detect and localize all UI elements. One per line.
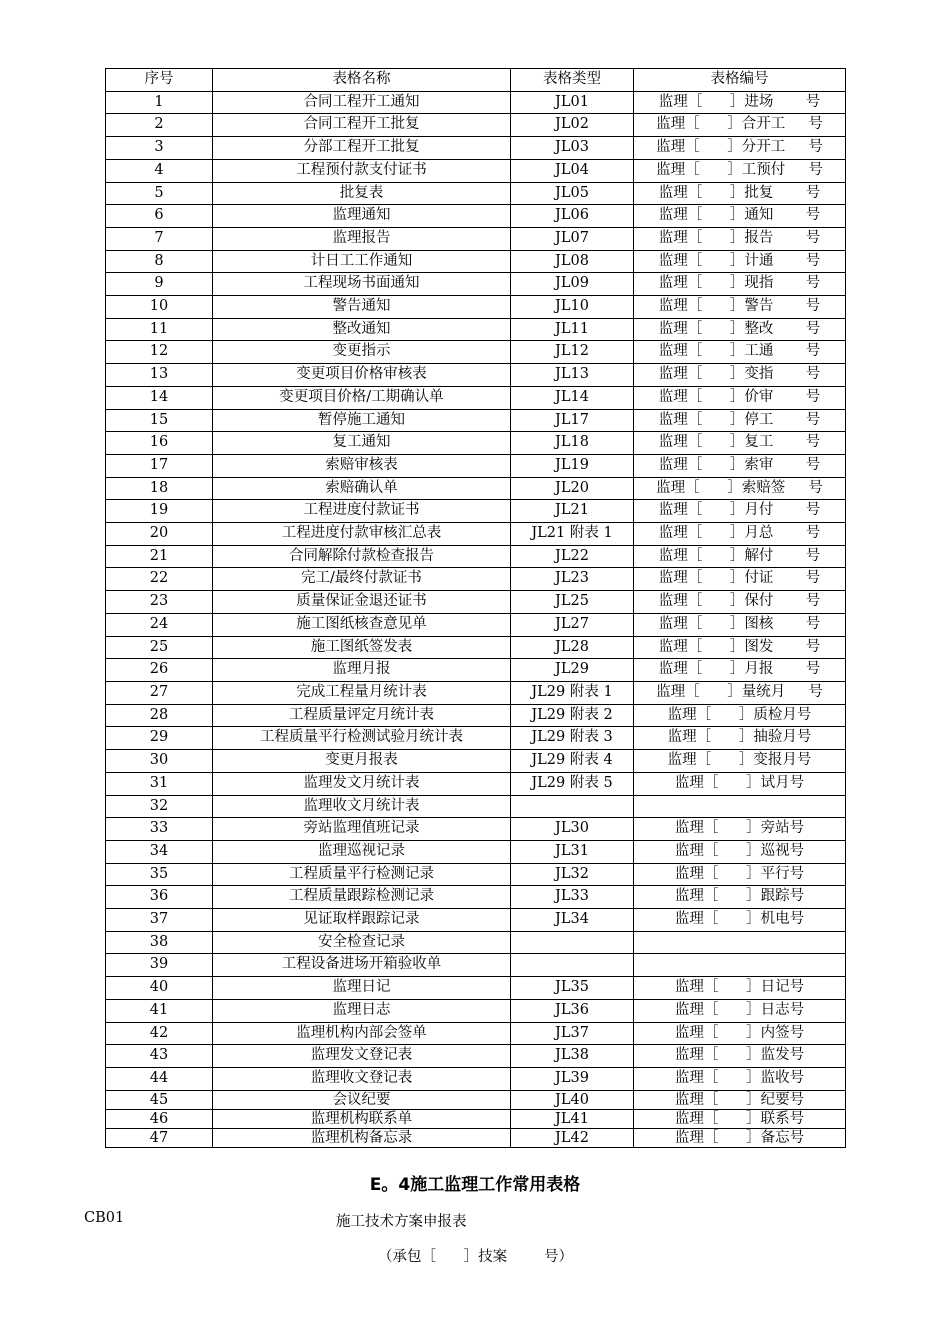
row-index-cell: 40 — [106, 977, 213, 1000]
form-type-cell: JL01 — [511, 91, 634, 114]
form-number-cell: 监理［ ］图发 号 — [634, 636, 846, 659]
form-type-cell: JL14 — [511, 386, 634, 409]
table-row — [106, 159, 846, 182]
table-row — [106, 613, 846, 636]
row-index-cell: 46 — [106, 1109, 213, 1128]
form-name-cell: 工程设备进场开箱验收单 — [213, 954, 511, 977]
table-row — [106, 296, 846, 319]
row-index-cell: 1 — [106, 91, 213, 114]
row-index-cell: 24 — [106, 613, 213, 636]
form-name-cell: 会议纪要 — [213, 1090, 511, 1109]
row-index-cell: 27 — [106, 681, 213, 704]
form-name: 施工技术方案申报表 — [336, 1214, 467, 1230]
form-number-cell — [634, 931, 846, 954]
table-row — [106, 477, 846, 500]
form-type-cell: JL35 — [511, 977, 634, 1000]
row-index-cell: 11 — [106, 318, 213, 341]
form-number-cell: 监理［ ］量统月 号 — [634, 681, 846, 704]
form-name-cell: 监理巡视记录 — [213, 840, 511, 863]
row-index-cell: 45 — [106, 1090, 213, 1109]
form-type-cell — [511, 954, 634, 977]
table-row — [106, 1067, 846, 1090]
table-row — [106, 568, 846, 591]
form-number-cell: 监理［ ］月总 号 — [634, 523, 846, 546]
form-name-cell: 工程进度付款审核汇总表 — [213, 523, 511, 546]
form-name-cell: 工程进度付款证书 — [213, 500, 511, 523]
form-number-cell: 监理［ ］纪要号 — [634, 1090, 846, 1109]
form-number-cell: 监理［ ］停工 号 — [634, 409, 846, 432]
form-name-cell: 复工通知 — [213, 432, 511, 455]
form-number-cell: 监理［ ］月付 号 — [634, 500, 846, 523]
section-title: E。4施工监理工作常用表格 — [369, 1175, 581, 1195]
form-type-cell — [511, 931, 634, 954]
form-number-cell: 监理［ ］保付 号 — [634, 591, 846, 614]
table-row — [106, 91, 846, 114]
row-index-cell: 41 — [106, 999, 213, 1022]
form-name-cell: 监理日志 — [213, 999, 511, 1022]
form-name-cell: 监理机构内部会签单 — [213, 1022, 511, 1045]
form-name-cell: 变更月报表 — [213, 750, 511, 773]
form-name-cell: 工程预付款支付证书 — [213, 159, 511, 182]
form-type-cell: JL39 — [511, 1067, 634, 1090]
row-index-cell: 2 — [106, 114, 213, 137]
form-name-cell: 监理通知 — [213, 205, 511, 228]
table-row — [106, 182, 846, 205]
form-number-cell: 监理［ ］日记号 — [634, 977, 846, 1000]
form-name-cell: 施工图纸核查意见单 — [213, 613, 511, 636]
table-row — [106, 386, 846, 409]
form-number-cell: 监理［ ］现指 号 — [634, 273, 846, 296]
form-code: CB01 — [84, 1210, 125, 1226]
row-index-cell: 8 — [106, 250, 213, 273]
row-index-cell: 44 — [106, 1067, 213, 1090]
row-index-cell: 18 — [106, 477, 213, 500]
form-type-cell: JL29 — [511, 659, 634, 682]
table-row — [106, 318, 846, 341]
table-row — [106, 500, 846, 523]
form-number-cell: 监理［ ］试月号 — [634, 772, 846, 795]
form-number-cell: 监理［ ］工通 号 — [634, 341, 846, 364]
table-row — [106, 1109, 846, 1128]
form-name-cell: 旁站监理值班记录 — [213, 818, 511, 841]
form-type-cell: JL17 — [511, 409, 634, 432]
form-name-cell: 工程现场书面通知 — [213, 273, 511, 296]
form-name-cell: 整改通知 — [213, 318, 511, 341]
row-index-cell: 32 — [106, 795, 213, 818]
form-type-cell: JL41 — [511, 1109, 634, 1128]
form-type-cell: JL13 — [511, 364, 634, 387]
form-type-cell: JL32 — [511, 863, 634, 886]
form-name-cell: 监理收文月统计表 — [213, 795, 511, 818]
form-number-cell: 监理［ ］报告 号 — [634, 227, 846, 250]
form-type-cell: JL20 — [511, 477, 634, 500]
form-type-cell: JL05 — [511, 182, 634, 205]
form-number-cell: 监理［ ］监收号 — [634, 1067, 846, 1090]
row-index-cell: 25 — [106, 636, 213, 659]
row-index-cell: 20 — [106, 523, 213, 546]
form-type-cell: JL40 — [511, 1090, 634, 1109]
table-row — [106, 659, 846, 682]
table-row — [106, 954, 846, 977]
table-row — [106, 432, 846, 455]
table-row — [106, 250, 846, 273]
form-name-cell: 变更项目价格审核表 — [213, 364, 511, 387]
form-number-cell: 监理［ ］合开工 号 — [634, 114, 846, 137]
row-index-cell: 39 — [106, 954, 213, 977]
table-row — [106, 840, 846, 863]
row-index-cell: 38 — [106, 931, 213, 954]
form-type-cell: JL25 — [511, 591, 634, 614]
form-type-cell: JL38 — [511, 1045, 634, 1068]
form-number-cell: 监理［ ］巡视号 — [634, 840, 846, 863]
row-index-cell: 13 — [106, 364, 213, 387]
form-type-cell: JL02 — [511, 114, 634, 137]
form-number-cell: 监理［ ］变指 号 — [634, 364, 846, 387]
form-type-cell: JL33 — [511, 886, 634, 909]
table-row — [106, 523, 846, 546]
row-index-cell: 5 — [106, 182, 213, 205]
forms-table — [105, 68, 846, 1148]
table-row — [106, 1045, 846, 1068]
form-type-cell: JL11 — [511, 318, 634, 341]
header-cell-number: 表格编号 — [634, 69, 846, 92]
form-type-cell: JL28 — [511, 636, 634, 659]
form-number-cell: 监理［ ］警告 号 — [634, 296, 846, 319]
table-row — [106, 977, 846, 1000]
row-index-cell: 47 — [106, 1128, 213, 1147]
form-name-cell: 合同解除付款检查报告 — [213, 545, 511, 568]
form-number-cell: 监理［ ］日志号 — [634, 999, 846, 1022]
form-type-cell: JL18 — [511, 432, 634, 455]
form-type-cell — [511, 795, 634, 818]
form-name-cell: 合同工程开工批复 — [213, 114, 511, 137]
form-type-cell: JL27 — [511, 613, 634, 636]
form-number-cell: 监理［ ］价审 号 — [634, 386, 846, 409]
row-index-cell: 16 — [106, 432, 213, 455]
form-name-cell: 监理报告 — [213, 227, 511, 250]
form-number-cell: 监理［ ］进场 号 — [634, 91, 846, 114]
form-type-cell: JL42 — [511, 1128, 634, 1147]
form-name-cell: 完工/最终付款证书 — [213, 568, 511, 591]
row-index-cell: 37 — [106, 909, 213, 932]
form-name-cell: 暂停施工通知 — [213, 409, 511, 432]
row-index-cell: 14 — [106, 386, 213, 409]
form-type-cell: JL23 — [511, 568, 634, 591]
row-index-cell: 7 — [106, 227, 213, 250]
form-number-cell: 监理［ ］备忘号 — [634, 1128, 846, 1147]
form-number-cell: 监理［ ］机电号 — [634, 909, 846, 932]
form-number-cell: 监理［ ］变报月号 — [634, 750, 846, 773]
form-number-cell: 监理［ ］质检月号 — [634, 704, 846, 727]
form-type-cell: JL19 — [511, 454, 634, 477]
form-number-cell: 监理［ ］月报 号 — [634, 659, 846, 682]
table-row — [106, 727, 846, 750]
form-type-cell: JL08 — [511, 250, 634, 273]
form-type-cell: JL29 附表 1 — [511, 681, 634, 704]
form-number-cell: 监理［ ］复工 号 — [634, 432, 846, 455]
table-row — [106, 1128, 846, 1147]
row-index-cell: 34 — [106, 840, 213, 863]
table-row — [106, 863, 846, 886]
form-type-cell: JL37 — [511, 1022, 634, 1045]
row-index-cell: 4 — [106, 159, 213, 182]
form-name-cell: 变更指示 — [213, 341, 511, 364]
table-row — [106, 1022, 846, 1045]
form-number-cell: 监理［ ］跟踪号 — [634, 886, 846, 909]
row-index-cell: 9 — [106, 273, 213, 296]
form-type-cell: JL12 — [511, 341, 634, 364]
row-index-cell: 17 — [106, 454, 213, 477]
form-number-cell: 监理［ ］通知 号 — [634, 205, 846, 228]
form-type-cell: JL06 — [511, 205, 634, 228]
form-number-cell: 监理［ ］工预付 号 — [634, 159, 846, 182]
form-number-cell: 监理［ ］内签号 — [634, 1022, 846, 1045]
form-type-cell: JL04 — [511, 159, 634, 182]
row-index-cell: 26 — [106, 659, 213, 682]
table-row — [106, 909, 846, 932]
form-name-cell: 施工图纸签发表 — [213, 636, 511, 659]
form-name-cell: 工程质量评定月统计表 — [213, 704, 511, 727]
row-index-cell: 21 — [106, 545, 213, 568]
row-index-cell: 3 — [106, 137, 213, 160]
form-type-cell: JL22 — [511, 545, 634, 568]
table-row — [106, 750, 846, 773]
form-number-cell: 监理［ ］索赔签 号 — [634, 477, 846, 500]
row-index-cell: 19 — [106, 500, 213, 523]
row-index-cell: 23 — [106, 591, 213, 614]
row-index-cell: 35 — [106, 863, 213, 886]
form-name-cell: 监理月报 — [213, 659, 511, 682]
form-name-cell: 批复表 — [213, 182, 511, 205]
table-row — [106, 341, 846, 364]
form-number-cell: 监理［ ］解付 号 — [634, 545, 846, 568]
table-row — [106, 795, 846, 818]
header-row — [106, 69, 846, 92]
form-number-cell: 监理［ ］分开工 号 — [634, 137, 846, 160]
table-row — [106, 114, 846, 137]
table-row — [106, 364, 846, 387]
form-type-cell: JL31 — [511, 840, 634, 863]
table-row — [106, 886, 846, 909]
form-name-cell: 工程质量跟踪检测记录 — [213, 886, 511, 909]
form-name-cell: 计日工工作通知 — [213, 250, 511, 273]
table-row — [106, 545, 846, 568]
form-type-cell: JL10 — [511, 296, 634, 319]
form-name-cell: 警告通知 — [213, 296, 511, 319]
form-name-cell: 工程质量平行检测试验月统计表 — [213, 727, 511, 750]
form-type-cell: JL09 — [511, 273, 634, 296]
form-number-cell: 监理［ ］监发号 — [634, 1045, 846, 1068]
table-row — [106, 999, 846, 1022]
form-name-cell: 合同工程开工通知 — [213, 91, 511, 114]
row-index-cell: 28 — [106, 704, 213, 727]
form-name-cell: 安全检查记录 — [213, 931, 511, 954]
form-name-cell: 索赔审核表 — [213, 454, 511, 477]
form-type-cell: JL29 附表 2 — [511, 704, 634, 727]
form-type-cell: JL34 — [511, 909, 634, 932]
table-row — [106, 227, 846, 250]
form-type-cell: JL36 — [511, 999, 634, 1022]
form-name-cell: 监理机构联系单 — [213, 1109, 511, 1128]
form-type-cell: JL21 附表 1 — [511, 523, 634, 546]
form-number-cell: 监理［ ］付证 号 — [634, 568, 846, 591]
form-number-cell: 监理［ ］计通 号 — [634, 250, 846, 273]
table-row — [106, 205, 846, 228]
form-number-cell — [634, 795, 846, 818]
row-index-cell: 10 — [106, 296, 213, 319]
form-type-cell: JL03 — [511, 137, 634, 160]
form-name-cell: 监理发文登记表 — [213, 1045, 511, 1068]
form-type-cell: JL29 附表 3 — [511, 727, 634, 750]
table-row — [106, 636, 846, 659]
table-row — [106, 591, 846, 614]
table-row — [106, 772, 846, 795]
row-index-cell: 29 — [106, 727, 213, 750]
form-number-cell: 监理［ ］抽验月号 — [634, 727, 846, 750]
row-index-cell: 12 — [106, 341, 213, 364]
form-type-cell: JL30 — [511, 818, 634, 841]
row-index-cell: 15 — [106, 409, 213, 432]
row-index-cell: 33 — [106, 818, 213, 841]
form-number-cell — [634, 954, 846, 977]
row-index-cell: 31 — [106, 772, 213, 795]
form-name-cell: 监理机构备忘录 — [213, 1128, 511, 1147]
table-row — [106, 931, 846, 954]
form-type-cell: JL07 — [511, 227, 634, 250]
form-name-cell: 监理发文月统计表 — [213, 772, 511, 795]
form-name-cell: 分部工程开工批复 — [213, 137, 511, 160]
header-cell-index: 序号 — [106, 69, 213, 92]
form-type-cell: JL29 附表 5 — [511, 772, 634, 795]
row-index-cell: 43 — [106, 1045, 213, 1068]
form-type-cell: JL21 — [511, 500, 634, 523]
table-row — [106, 704, 846, 727]
row-index-cell: 30 — [106, 750, 213, 773]
form-name-cell: 索赔确认单 — [213, 477, 511, 500]
table-row — [106, 818, 846, 841]
form-name-cell: 完成工程量月统计表 — [213, 681, 511, 704]
table-row — [106, 1090, 846, 1109]
table-row — [106, 454, 846, 477]
form-name-cell: 监理日记 — [213, 977, 511, 1000]
header-cell-name: 表格名称 — [213, 69, 511, 92]
table-body — [106, 91, 846, 1147]
table-row — [106, 137, 846, 160]
row-index-cell: 6 — [106, 205, 213, 228]
form-number-cell: 监理［ ］批复 号 — [634, 182, 846, 205]
form-name-cell: 变更项目价格/工期确认单 — [213, 386, 511, 409]
form-type-cell: JL29 附表 4 — [511, 750, 634, 773]
form-number-cell: 监理［ ］平行号 — [634, 863, 846, 886]
form-name-cell: 质量保证金退还证书 — [213, 591, 511, 614]
form-number-cell: 监理［ ］整改 号 — [634, 318, 846, 341]
row-index-cell: 42 — [106, 1022, 213, 1045]
form-name-cell: 监理收文登记表 — [213, 1067, 511, 1090]
row-index-cell: 36 — [106, 886, 213, 909]
table-row — [106, 681, 846, 704]
table-row — [106, 409, 846, 432]
form-number-cell: 监理［ ］索审 号 — [634, 454, 846, 477]
form-name-cell: 见证取样跟踪记录 — [213, 909, 511, 932]
header-cell-type: 表格类型 — [511, 69, 634, 92]
row-index-cell: 22 — [106, 568, 213, 591]
form-number-cell: 监理［ ］图核 号 — [634, 613, 846, 636]
form-number-cell: 监理［ ］联系号 — [634, 1109, 846, 1128]
form-number: （承包［ ］技案 号） — [378, 1249, 574, 1265]
table-row — [106, 273, 846, 296]
form-number-cell: 监理［ ］旁站号 — [634, 818, 846, 841]
form-name-cell: 工程质量平行检测记录 — [213, 863, 511, 886]
